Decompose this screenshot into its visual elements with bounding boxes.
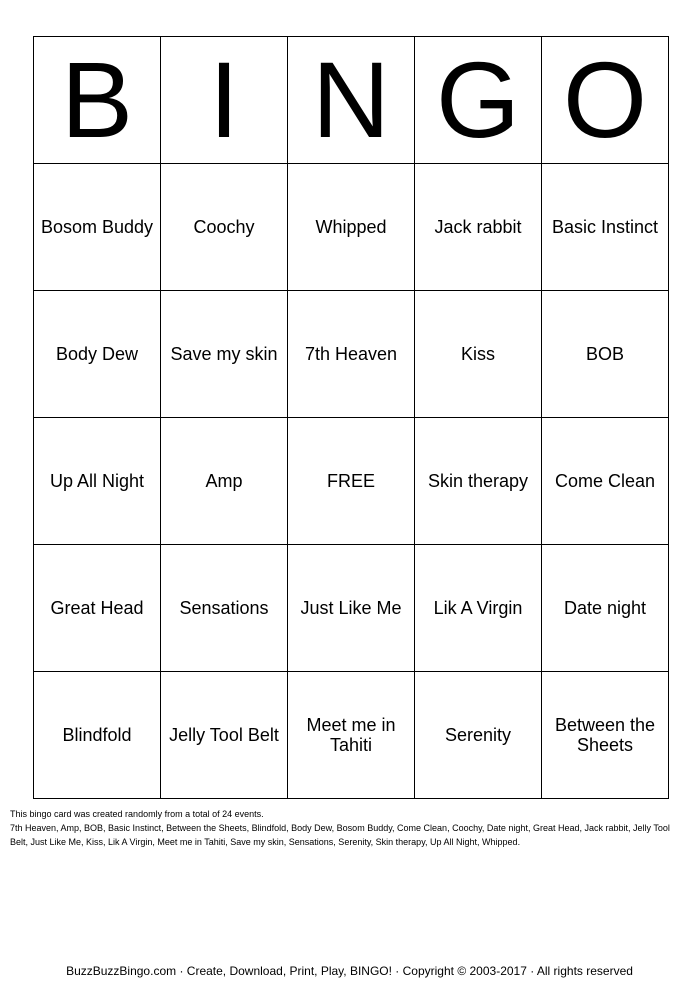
bingo-cell: Basic Instinct [542, 164, 669, 291]
card-info-summary: This bingo card was created randomly from a total of 24 events. [10, 809, 264, 819]
bingo-cell: Save my skin [161, 291, 288, 418]
bingo-cell: Kiss [415, 291, 542, 418]
card-info [10, 807, 690, 849]
bingo-row-1 [34, 164, 669, 291]
bingo-cell: Amp [161, 418, 288, 545]
bingo-row-4 [34, 545, 669, 672]
header-letter-i: I [161, 37, 288, 164]
bingo-cell: Body Dew [34, 291, 161, 418]
bingo-cell: Jack rabbit [415, 164, 542, 291]
bingo-cell: Jelly Tool Belt [161, 672, 288, 799]
bingo-cell: BOB [542, 291, 669, 418]
bingo-cell: Meet me in Tahiti [288, 672, 415, 799]
header-letter-n: N [288, 37, 415, 164]
bingo-card [33, 36, 669, 799]
bingo-cell: Great Head [34, 545, 161, 672]
bingo-cell: Between the Sheets [542, 672, 669, 799]
header-letter-g: G [415, 37, 542, 164]
bingo-cell: Come Clean [542, 418, 669, 545]
bingo-cell: Just Like Me [288, 545, 415, 672]
bingo-cell: Whipped [288, 164, 415, 291]
bingo-cell: Lik A Virgin [415, 545, 542, 672]
bingo-cell: Serenity [415, 672, 542, 799]
footer-copyright: BuzzBuzzBingo.com · Create, Download, Print, Play, BINGO! · Copyright © 2003-2017 · All rights reserved [66, 964, 633, 978]
bingo-row-5 [34, 672, 669, 799]
bingo-cell: Up All Night [34, 418, 161, 545]
bingo-header-row [34, 37, 669, 164]
card-info-event-list: 7th Heaven, Amp, BOB, Basic Instinct, Between the Sheets, Blindfold, Body Dew, Bosom Buddy, Come Clean, Coochy, Date night, Great Head, Jack rabbit, Jelly Tool Belt, Just Like Me, Kiss, Lik A Virgin, Meet me in Tahiti, Save my skin, Sensations, Serenity, Skin therapy, Up All Night, Whipped. [10, 823, 670, 847]
bingo-cell: Sensations [161, 545, 288, 672]
bingo-cell: 7th Heaven [288, 291, 415, 418]
bingo-cell: Skin therapy [415, 418, 542, 545]
bingo-row-2 [34, 291, 669, 418]
free-space-cell: FREE [288, 418, 415, 545]
header-letter-b: B [34, 37, 161, 164]
bingo-cell: Blindfold [34, 672, 161, 799]
bingo-cell: Bosom Buddy [34, 164, 161, 291]
bingo-cell: Coochy [161, 164, 288, 291]
bingo-cell: Date night [542, 545, 669, 672]
header-letter-o: O [542, 37, 669, 164]
bingo-row-3 [34, 418, 669, 545]
